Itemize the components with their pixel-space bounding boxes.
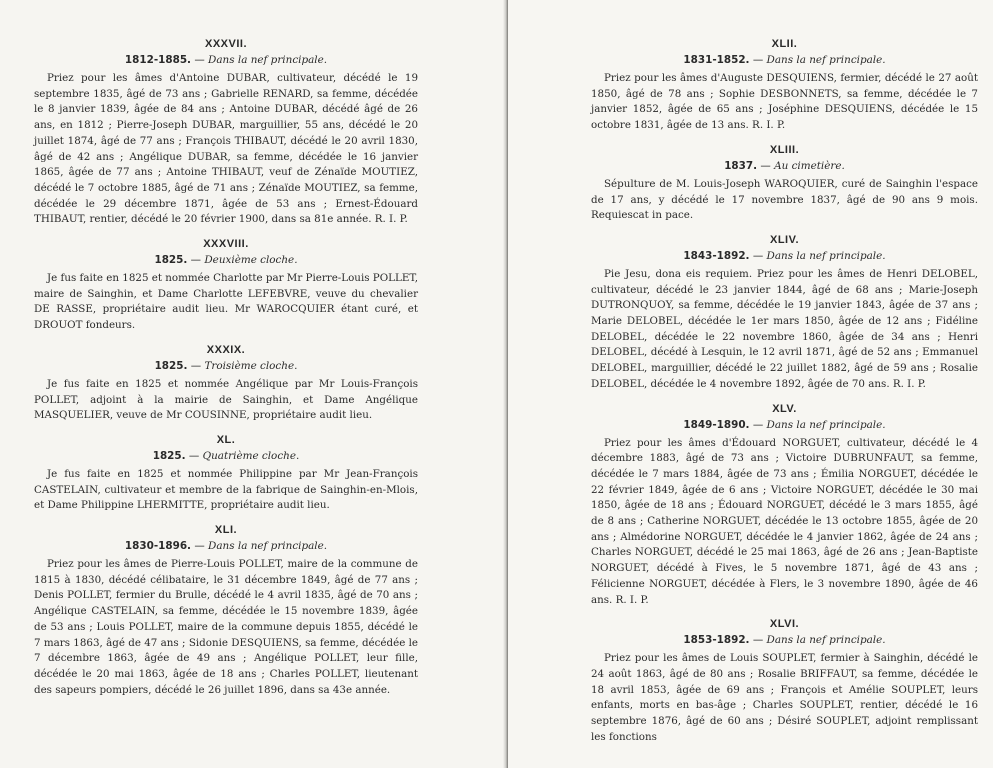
entry-number: XXXVII. bbox=[204, 38, 248, 50]
entry-xlvi bbox=[591, 618, 978, 745]
entry-date: 1830-1896. bbox=[124, 540, 192, 553]
entry-xxxix bbox=[34, 344, 418, 424]
entry-number: XLV. bbox=[772, 402, 797, 415]
entry-text: Priez pour les âmes d'Antoine DUBAR, cultivateur, décédé le 19 septembre 1835, âgé de 73 ans ; Gabrielle RENARD, sa femme, décédée le 8 janvier 1839, âgée de 84 ans ; Antoine DUBAR, décédé âgé de 26 ans, en 1812 ; Pierre-Joseph DUBAR, marguillier, 55 ans, décédé le 20 juillet 1874, âgé de 77 ans ; François THIBAUT, décédé le 20 avril 1830, âgé de 42 ans ; Angélique DUBAR, sa femme, décédée le 16 janvier 1865, âgée de 77 ans ; Antoine THIBAUT, veuf de Zénaïde MOUTIEZ, décédé le 7 octobre 1885, âgé de 71 ans ; Zénaïde MOUTIEZ, sa femme, décédée le 29 décembre 1871, âgée de 53 ans ; Ernest-Édouard THIBAUT, rentier, décédé le 20 février 1900, dans sa 81e année. R. I. P. bbox=[34, 72, 418, 226]
right-page bbox=[508, 0, 993, 768]
entry-place: Troisième cloche. bbox=[204, 359, 298, 372]
entry-heading: 1830-1896. — Dans la nef principale. bbox=[124, 540, 328, 553]
entry-date: 1825. bbox=[154, 254, 188, 267]
entry-text: Priez pour les âmes d'Auguste DESQUIENS, fermier, décédé le 27 août 1850, âgé de 78 ans ; Sophie DESBONNETS, sa femme, décédée le 7 janvier 1852, âgée de 65 ans ; Joséphine DESQUIENS, décédée le 15 octobre 1831, âgée de 13 ans. R. I. P. bbox=[591, 72, 978, 132]
entry-number: XLIII. bbox=[769, 143, 800, 156]
entry-heading: 1837. — Au cimetière. bbox=[724, 159, 845, 172]
entry-text: Priez pour les âmes d'Édouard NORGUET, cultivateur, décédé le 4 décembre 1883, âgé de 73 ans ; Victoire DUBRUNFAUT, sa femme, décédée le 7 mars 1884, âgée de 73 ans ; Émilia NORGUET, décédée le 22 février 1849, âgée de 6 ans ; Victoire NORGUET, décédée le 30 mai 1850, âgée de 18 ans ; Édouard NORGUET, décédé le 3 mars 1855, âgé de 8 ans ; Catherine NORGUET, décédée le 13 octobre 1855, âgée de 20 ans ; Almédorine NORGUET, décédée le 4 janvier 1862, âgée de 24 ans ; Charles NORGUET, décédé le 25 mai 1863, âgé de 26 ans ; Jean-Baptiste NORGUET, décédé à Fives, le 5 novembre 1871, âgé de 43 ans ; Félicienne NORGUET, décédée à Flers, le 3 novembre 1890, âgée de 46 ans. R. I. P. bbox=[591, 436, 978, 606]
entry-place: Dans la nef principale. bbox=[766, 634, 886, 647]
entry-date: 1825. bbox=[152, 449, 186, 462]
entry-text: Je fus faite en 1825 et nommée Charlotte par Mr Pierre-Louis POLLET, maire de Sainghin, et Dame Charlotte LEFEBVRE, veuve du chevalier DE RASSE, propriétaire audit lieu. Mr WAROCQUIER étant curé, et DROUOT fondeurs. bbox=[34, 272, 418, 332]
entry-heading: 1825. — Troisième cloche. bbox=[154, 359, 298, 372]
entry-heading: 1831-1852. — Dans la nef principale. bbox=[683, 54, 886, 66]
entry-place: Deuxième cloche. bbox=[204, 254, 298, 267]
entry-number: XLI. bbox=[214, 524, 238, 537]
entry-text: Priez pour les âmes de Louis SOUPLET, fermier à Sainghin, décédé le 24 août 1863, âgé de 80 ans ; Rosalie BRIFFAUT, sa femme, décédée le 18 avril 1853, âgée de 69 ans ; François et Amélie SOUPLET, leurs enfants, morts en bas-âge ; Charles SOUPLET, rentier, décédé le 16 septembre 1876, âgé de 60 ans ; Désiré SOUPLET, adjoint remplissant les fonctions bbox=[591, 652, 978, 743]
entry-heading: 1849-1890. — Dans la nef principale. bbox=[683, 418, 886, 431]
entry-heading: 1825. — Quatrième cloche. bbox=[152, 449, 300, 462]
entry-place: Dans la nef principale. bbox=[208, 540, 328, 553]
entry-place: Dans la nef principale. bbox=[208, 54, 328, 66]
entry-xliv bbox=[591, 234, 978, 393]
entry-place: Dans la nef principale. bbox=[766, 418, 886, 431]
entry-date: 1837. bbox=[724, 159, 758, 172]
entry-number: XXXVIII. bbox=[203, 238, 249, 251]
entry-heading: 1812-1885. — Dans la nef principale. bbox=[124, 54, 328, 66]
entry-number: XL. bbox=[216, 433, 236, 446]
left-page-content bbox=[34, 38, 418, 708]
entry-heading: 1843-1892. — Dans la nef principale. bbox=[683, 249, 886, 262]
entry-xl bbox=[34, 434, 418, 514]
entry-date: 1825. bbox=[154, 359, 188, 372]
entry-date: 1843-1892. bbox=[683, 249, 750, 262]
entry-text: Je fus faite en 1825 et nommée Angélique par Mr Louis-François POLLET, adjoint à la mairie de Sainghin, et Dame Angélique MASQUELIER, veuve de Mr COUSINNE, propriétaire audit lieu. bbox=[34, 377, 418, 422]
entry-text: Pie Jesu, dona eis requiem. Priez pour les âmes de Henri DELOBEL, cultivateur, décédé le 23 janvier 1844, âgé de 68 ans ; Marie-Joseph DUTRONQUOY, sa femme, décédée le 19 janvier 1843, âgée de 37 ans ; Marie DELOBEL, décédée le 1er mars 1850, âgée de 12 ans ; Fidéline DELOBEL, décédée le 22 novembre 1860, âgée de 34 ans ; Henri DELOBEL, décédé à Lesquin, le 12 avril 1871, âgé de 52 ans ; Emmanuel DELOBEL, marguillier, décédé le 22 juillet 1882, âgé de 59 ans ; Rosalie DELOBEL, décédée le 4 novembre 1892, âgée de 70 ans. R. I. P. bbox=[591, 267, 978, 390]
entry-place: Au cimetière. bbox=[774, 159, 845, 172]
entry-xlv bbox=[591, 403, 978, 609]
entry-text: Sépulture de M. Louis-Joseph WAROQUIER, curé de Sainghin l'espace de 17 ans, y décédé le 17 novembre 1837, âgé de 90 ans 9 mois. Requiescat in pace. bbox=[591, 177, 978, 222]
entry-number: XLII. bbox=[771, 38, 798, 50]
entry-place: Dans la nef principale. bbox=[766, 249, 886, 262]
entry-xli bbox=[34, 524, 418, 698]
entry-xxxvii bbox=[34, 38, 418, 228]
entry-xlii bbox=[591, 38, 978, 134]
entry-date: 1812-1885. bbox=[124, 54, 192, 66]
entry-xliii bbox=[591, 144, 978, 224]
entry-number: XLIV. bbox=[770, 233, 799, 246]
entry-date: 1831-1852. bbox=[683, 54, 750, 66]
entry-xxxviii bbox=[34, 238, 418, 334]
entry-number: XXXIX. bbox=[206, 343, 246, 356]
entry-number: XLVI. bbox=[769, 618, 800, 631]
entry-text: Priez pour les âmes de Pierre-Louis POLLET, maire de la commune de 1815 à 1830, décédé célibataire, le 31 décembre 1849, âgé de 77 ans ; Denis POLLET, fermier du Brulle, décédé le 4 avril 1835, âgé de 70 ans ; Angélique CASTELAIN, sa femme, décédée le 15 novembre 1839, âgée de 53 ans ; Louis POLLET, maire de la commune depuis 1855, décédé le 7 mars 1863, âgé de 47 ans ; Sidonie DESQUIENS, sa femme, décédée le 7 décembre 1863, âgée de 49 ans ; Angélique POLLET, leur fille, décédée le 20 mai 1863, âgée de 18 ans ; Charles POLLET, lieutenant des sapeurs pompiers, décédé le 26 juillet 1896, dans sa 43e année. bbox=[34, 558, 418, 696]
entry-text: Je fus faite en 1825 et nommée Philippine par Mr Jean-François CASTELAIN, cultivateur et membre de la fabrique de Sainghin-en-Mlois, et Dame Philippine LHERMITTE, propriétaire audit lieu. bbox=[34, 467, 418, 512]
entry-heading: 1853-1892. — Dans la nef principale. bbox=[683, 634, 886, 647]
entry-date: 1849-1890. bbox=[683, 418, 750, 431]
entry-place: Dans la nef principale. bbox=[766, 54, 886, 66]
right-page-content bbox=[591, 38, 978, 756]
entry-date: 1853-1892. bbox=[683, 634, 750, 647]
entry-place: Quatrième cloche. bbox=[202, 449, 300, 462]
entry-heading: 1825. — Deuxième cloche. bbox=[154, 254, 298, 267]
